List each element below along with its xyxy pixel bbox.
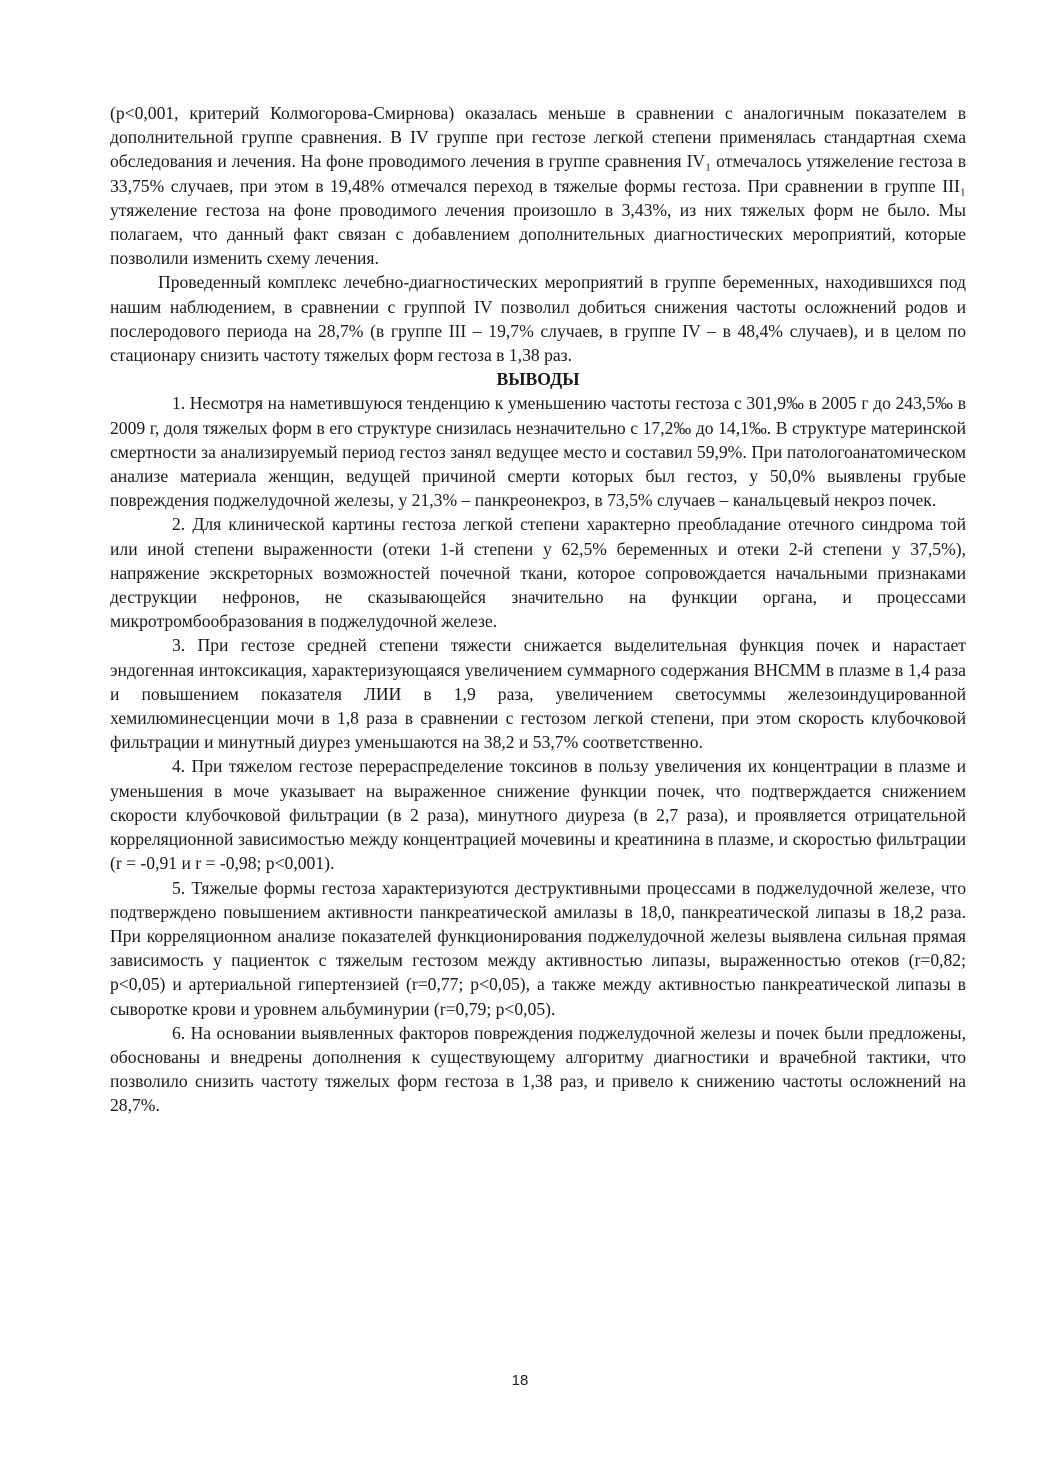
conclusion-item-3: 3. При гестозе средней степени тяжести снижается выделительная функция почек и нарастает эндогенная интоксикация, характеризующаяся увеличением суммарного содержания ВНСММ в плазме в 1,4 раза и повышением показателя ЛИИ в 1,9 раза, увеличением светосуммы железоиндуцированной хемилюминесценции мочи в 1,8 раза в сравнении с гестозом легкой степени, при этом скорость клубочковой фильтрации и минутный диурез уменьшаются на 38,2 и 53,7% соответственно. [110, 635, 966, 753]
document-page [110, 101, 966, 1118]
paragraph-summary: Проведенный комплекс лечебно-диагностических мероприятий в группе беременных, находившихся под нашим наблюдением, в сравнении с группой IV позволил добиться снижения частоты осложнений родов и послеродового периода на 28,7% (в группе III – 19,7% случаев, в группе IV – в 48,4% случаев), и в целом по стационару снизить частоту тяжелых форм гестоза в 1,38 раз. [110, 272, 966, 366]
paragraph-intro: (p<0,001, критерий Колмогорова-Смирнова) оказалась меньше в сравнении с аналогичным показателем в дополнительной группе сравнения. В IV группе при гестозе легкой степени применялась стандартная схема обследования и лечения. На фоне проводимого лечения в группе сравнения IV₁ отмечалось утяжеление гестоза в 33,75% случаев, при этом в 19,48% отмечался переход в тяжелые формы гестоза. При сравнении в группе III₁ утяжеление гестоза на фоне проводимого лечения произошло в 3,43%, из них тяжелых форм не было. Мы полагаем, что данный факт связан с добавлением дополнительных диагностических мероприятий, которые позволили изменить схему лечения. [110, 103, 966, 269]
conclusion-item-4: 4. При тяжелом гестозе перераспределение токсинов в пользу увеличения их концентрации в плазме и уменьшения в моче указывает на выраженное снижение функции почек, что подтверждается снижением скорости клубочковой фильтрации (в 2 раза), минутного диуреза (в 2,7 раза), и проявляется отрицательной корреляционной зависимостью между концентрацией мочевины и креатинина в плазме, и скоростью фильтрации (r = -0,91 и r = -0,98; p<0,001). [110, 756, 966, 874]
conclusion-item-1: 1. Несмотря на наметившуюся тенденцию к уменьшению частоты гестоза с 301,9‰ в 2005 г до 243,5‰ в 2009 г, доля тяжелых форм в его структуре снизилась незначительно с 17,2‰ до 14,1‰. В структуре материнской смертности за анализируемый период гестоз занял ведущее место и составил 59,9%. При патологоанатомическом анализе материала женщин, ведущей причиной смерти которых был гестоз, у 50,0% выявлены грубые повреждения поджелудочной железы, у 21,3% – панкреонекроз, в 73,5% случаев – канальцевый некроз почек. [110, 393, 966, 511]
conclusion-item-5: 5. Тяжелые формы гестоза характеризуются деструктивными процессами в поджелудочной железе, что подтверждено повышением активности панкреатической амилазы в 18,0, панкреатической липазы в 18,2 раза. При корреляционном анализе показателей функционирования поджелудочной железы выявлена сильная прямая зависимость у пациенток с тяжелым гестозом между активностью липазы, выраженностью отеков (r=0,82; p<0,05) и артериальной гипертензией (r=0,77; p<0,05), а также между активностью панкреатической липазы в сыворотке крови и уровнем альбуминурии (r=0,79; p<0,05). [110, 877, 966, 1019]
section-heading: ВЫВОДЫ [496, 369, 580, 390]
conclusion-item-2: 2. Для клинической картины гестоза легкой степени характерно преобладание отечного синдрома той или иной степени выраженности (отеки 1-й степени у 62,5% беременных и отеки 2-й степени у 37,5%), напряжение экскреторных возможностей почечной ткани, которое сопровождается начальными признаками деструкции нефронов, не сказывающейся значительно на функции органа, и процессами микротромбообразования в поджелудочной железе. [110, 514, 966, 632]
conclusion-item-6: 6. На основании выявленных факторов повреждения поджелудочной железы и почек были предложены, обоснованы и внедрены дополнения к существующему алгоритму диагностики и врачебной тактики, что позволило снизить частоту тяжелых форм гестоза в 1,38 раз, и привело к снижению частоты осложнений на 28,7%. [110, 1022, 966, 1116]
page-number: 18 [511, 1372, 529, 1389]
